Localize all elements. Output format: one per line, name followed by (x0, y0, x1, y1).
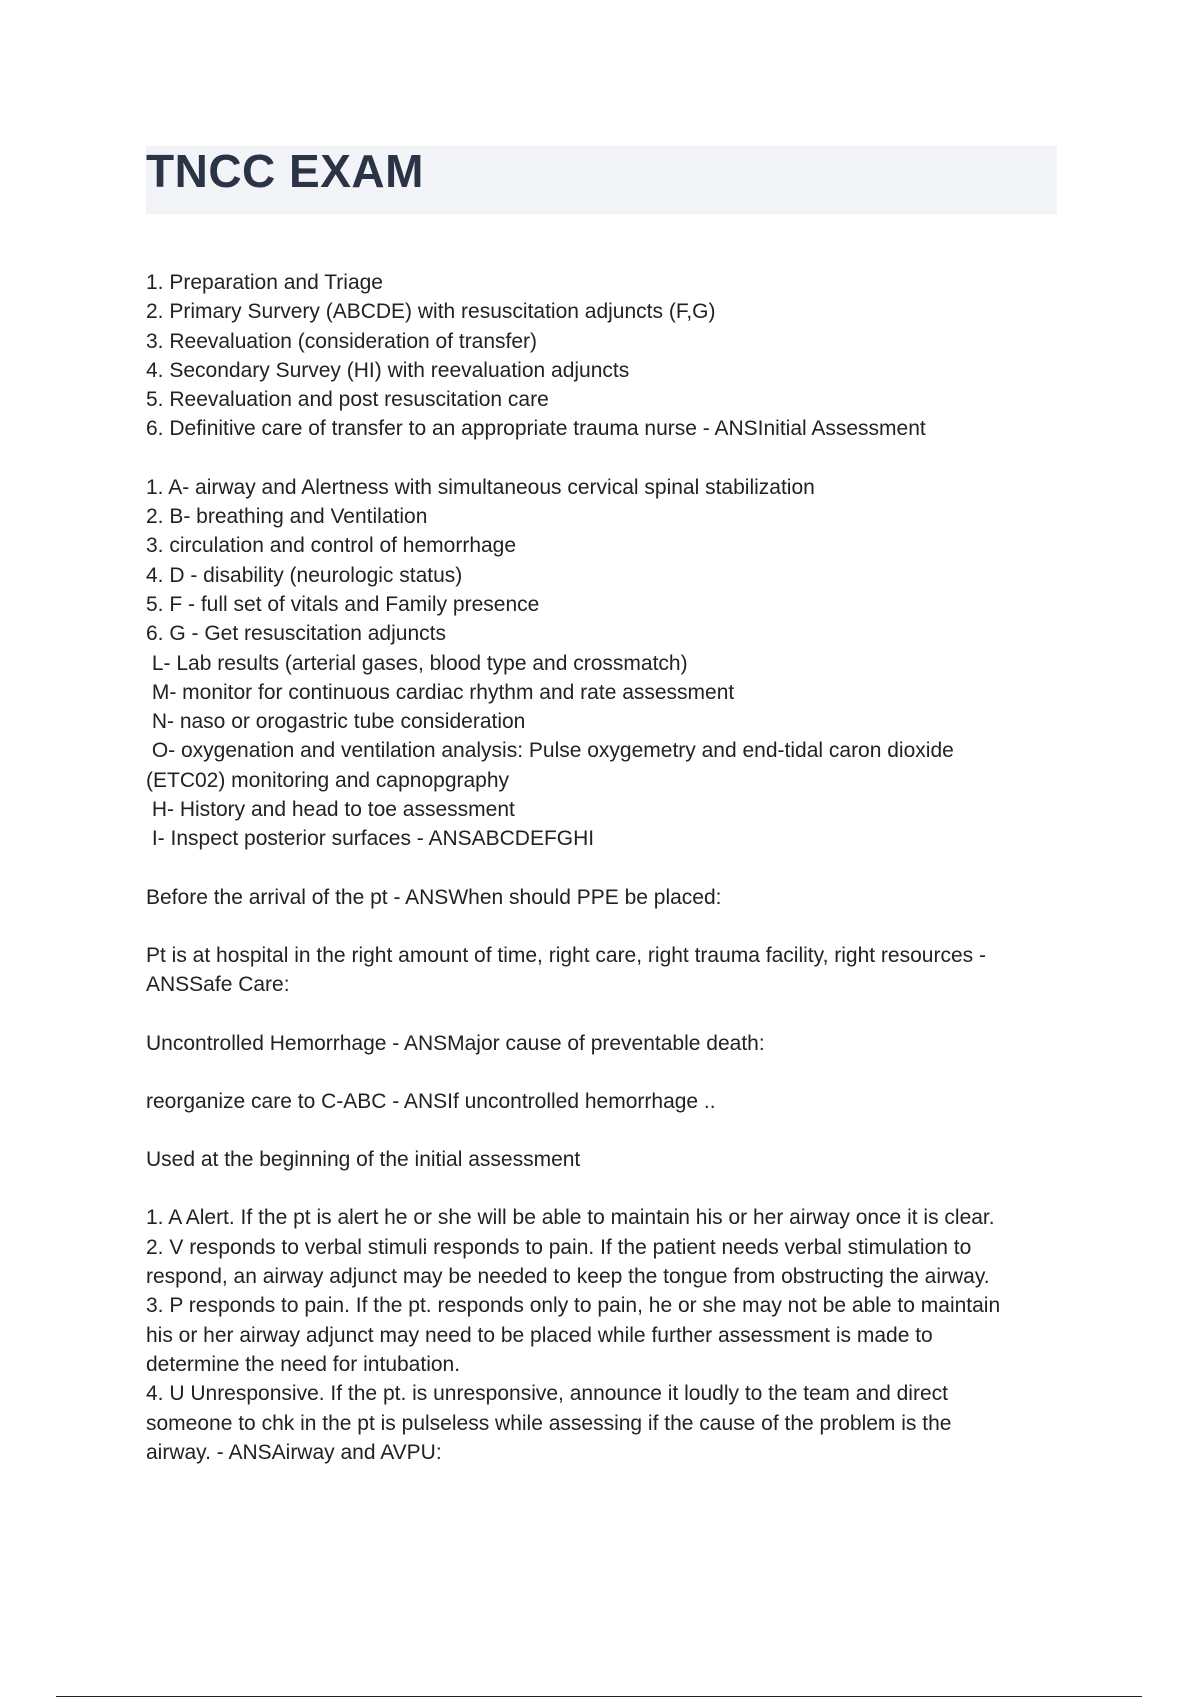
text-line: L- Lab results (arterial gases, blood type and crossmatch) (146, 651, 688, 675)
text-line: 2. V responds to verbal stimuli responds to pain. If the patient needs verbal stimulation to (146, 1235, 972, 1259)
text-line: 1. Preparation and Triage (146, 271, 383, 294)
text-line: 4. Secondary Survey (HI) with reevaluation adjuncts (146, 358, 630, 382)
text-line: reorganize care to C-ABC - ANSIf uncontrolled hemorrhage .. (146, 1089, 716, 1113)
text-line: 3. Reevaluation (consideration of transfer) (146, 329, 538, 353)
text-line: 5. F - full set of vitals and Family presence (146, 592, 540, 616)
footer-divider (56, 1696, 1142, 1697)
text-line: 2. B- breathing and Ventilation (146, 505, 428, 529)
text-line: M- monitor for continuous cardiac rhythm and rate assessment (146, 680, 735, 704)
text-line: determine the need for intubation. (146, 1352, 461, 1376)
text-line: N- naso or orogastric tube consideration (146, 710, 526, 734)
section-abcdefghi (146, 473, 1056, 854)
document-body (146, 268, 1056, 1496)
text-line: 6. Definitive care of transfer to an appropriate trauma nurse - ANSInitial Assessment (146, 417, 926, 441)
section-c-abc (146, 1087, 1056, 1116)
text-line: Pt is at hospital in the right amount of time, right care, right trauma facility, right resources - (146, 943, 986, 967)
section-hemorrhage (146, 1029, 1056, 1058)
section-avpu (146, 1203, 1056, 1467)
text-line: 4. D - disability (neurologic status) (146, 563, 463, 587)
text-line: 1. A Alert. If the pt is alert he or she will be able to maintain his or her airway once it is clear. (146, 1206, 995, 1230)
section-initial-assessment (146, 1145, 1056, 1174)
text-line: 4. U Unresponsive. If the pt. is unresponsive, announce it loudly to the team and direct (146, 1382, 948, 1406)
text-line: O- oxygenation and ventilation analysis: Pulse oxygemetry and end-tidal caron dioxide (146, 739, 954, 763)
page-title: TNCC EXAM (146, 145, 424, 197)
text-line: someone to chk in the pt is pulseless while assessing if the cause of the problem is the (146, 1411, 952, 1435)
text-line: ANSSafe Care: (146, 973, 290, 997)
text-line: Used at the beginning of the initial assessment (146, 1148, 581, 1172)
text-line: 2. Primary Survery (ABCDE) with resuscitation adjuncts (F,G) (146, 300, 716, 324)
section-safe-care (146, 941, 1056, 1000)
text-line: 3. P responds to pain. If the pt. responds only to pain, he or she may not be able to maintain (146, 1294, 1001, 1318)
text-line: 5. Reevaluation and post resuscitation care (146, 388, 549, 412)
text-line: I- Inspect posterior surfaces - ANSABCDEFGHI (146, 827, 595, 851)
text-line: 6. G - Get resuscitation adjuncts (146, 622, 446, 646)
section-ppe (146, 883, 1056, 912)
text-line: airway. - ANSAirway and AVPU: (146, 1440, 442, 1464)
text-line: respond, an airway adjunct may be needed to keep the tongue from obstructing the airway. (146, 1265, 990, 1289)
text-line: 1. A- airway and Alertness with simultaneous cervical spinal stabilization (146, 475, 815, 499)
text-line: (ETC02) monitoring and capnopgraphy (146, 768, 510, 792)
text-line: Uncontrolled Hemorrhage - ANSMajor cause of preventable death: (146, 1031, 765, 1055)
section-assessment-steps (146, 268, 1056, 444)
text-line: 3. circulation and control of hemorrhage (146, 534, 517, 558)
text-line: H- History and head to toe assessment (146, 798, 515, 822)
text-line: Before the arrival of the pt - ANSWhen should PPE be placed: (146, 885, 722, 909)
text-line: his or her airway adjunct may need to be placed while further assessment is made to (146, 1323, 933, 1347)
